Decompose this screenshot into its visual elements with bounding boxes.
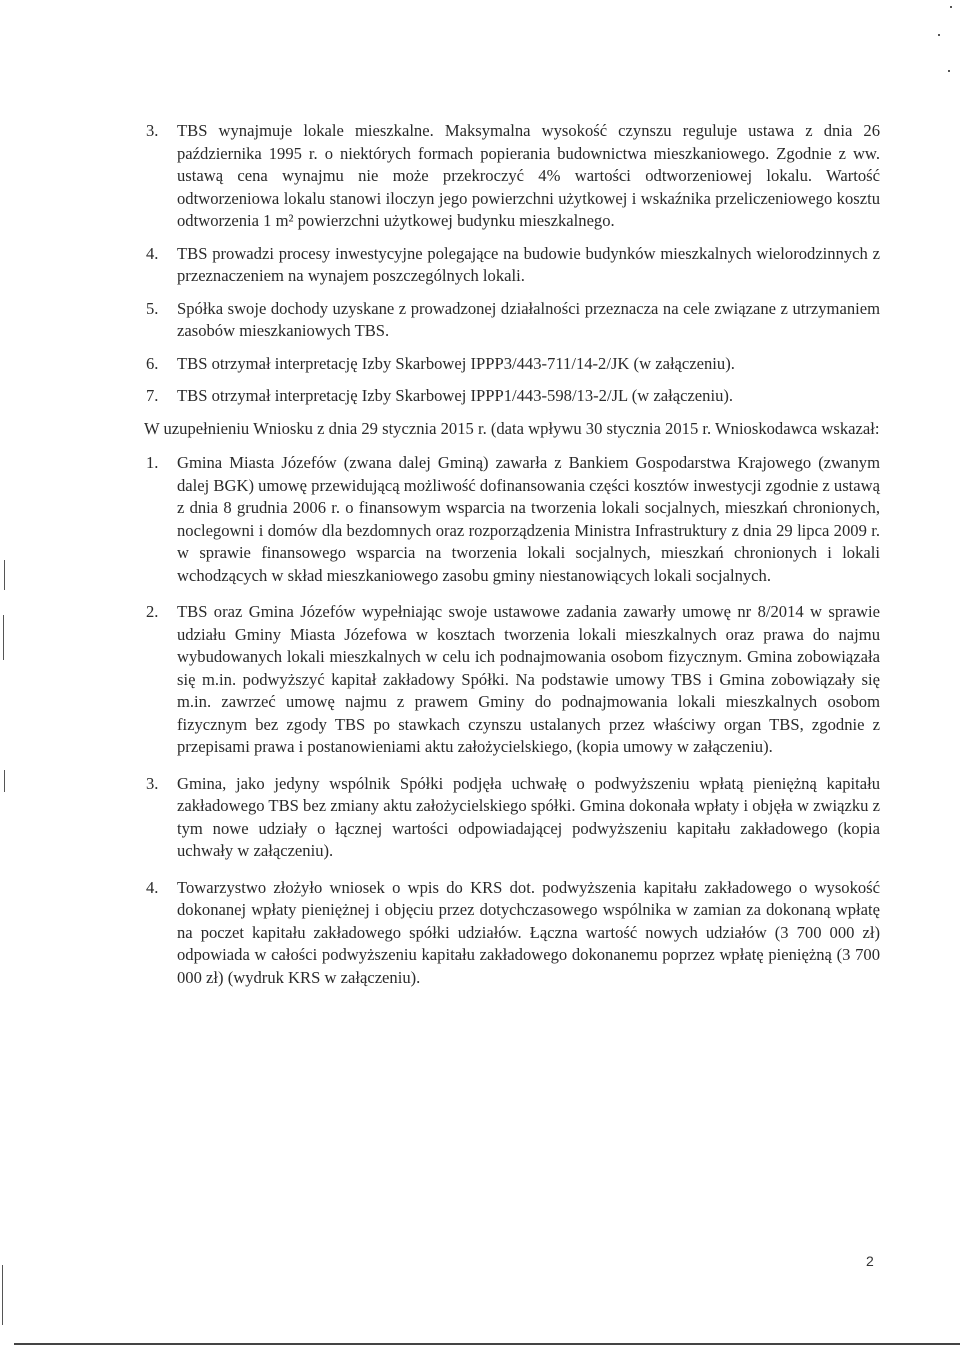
- scan-artifact-mark: [4, 560, 5, 590]
- item-text: Gmina Miasta Józefów (zwana dalej Gminą) zawarła z Bankiem Gospodarstwa Krajowego (zwanym dalej BGK) umowę przewidującą możliwość dofinansowania części kosztów inwestycji zgodnie z ustawą z dnia 8 grudnia 2006 r. o finansowym wsparcia na tworzenia lokali socjalnych, mieszkań chronionych, noclegowni i domów dla bezdomnych oraz rozporządzenia Ministra Infrastruktury z dnia 29 lipca 2009 r. w sprawie finansowego wsparcia na tworzenia lokali socjalnych, mieszkań chronionych i lokali wchodzących w skład mieszkaniowego zasobu gminy niestanowiących lokali socjalnych.: [177, 453, 880, 585]
- list-item: [144, 773, 880, 863]
- list-item: [144, 601, 880, 759]
- facts-list: [144, 120, 880, 408]
- item-number: 7.: [146, 386, 159, 405]
- list-item: [144, 877, 880, 990]
- scan-artifact-mark: [948, 70, 950, 72]
- item-text: TBS otrzymał interpretację Izby Skarbowej IPPP3/443-711/14-2/JK (w załączeniu).: [177, 353, 735, 373]
- scan-artifact-mark: [938, 34, 940, 36]
- list-item: [144, 385, 880, 408]
- item-number: 4.: [146, 243, 159, 263]
- list-item: [144, 298, 880, 343]
- item-text: TBS otrzymał interpretację Izby Skarbowej IPPP1/443-598/13-2/JL (w załączeniu).: [177, 386, 734, 405]
- list-item: [144, 353, 880, 376]
- supplement-list: [144, 452, 880, 989]
- item-number: 3.: [146, 121, 159, 140]
- item-number: 6.: [146, 353, 159, 373]
- scan-edge-line: [14, 1343, 960, 1345]
- scan-artifact-mark: [2, 1265, 3, 1325]
- item-number: 5.: [146, 298, 159, 318]
- item-text: TBS oraz Gmina Józefów wypełniając swoje ustawowe zadania zawarły umowę nr 8/2014 w sprawie udziału Gminy Miasta Józefowa w kosztach tworzenia lokali mieszkalnych oraz prawa do najmu wybudowanych lokali mieszkalnych w celu ich podnajmowania osobom fizycznym. Gmina zobowiązała się m.in. podwyższyć kapitał zakładowy Spółki. Na podstawie umowy TBS i Gmina zobowiązały się m.in. zawrzeć umowę najmu z prawem Gminy do podnajmowania lokali mieszkalnych osobom fizycznym bez zgody TBS po stawkach czynszu ustalanych przez właściwy organ TBS, zgodnie z przepisami prawa i postanowieniami aktu założycielskiego, (kopia umowy w załączeniu).: [177, 602, 880, 756]
- item-number: 4.: [146, 877, 159, 897]
- document-body: [144, 120, 880, 1003]
- scan-artifact-mark: [4, 770, 5, 792]
- item-number: 3.: [146, 773, 159, 793]
- item-number: 1.: [146, 453, 159, 472]
- item-number: 2.: [146, 602, 159, 621]
- item-text: Towarzystwo złożyło wniosek o wpis do KRS dot. podwyższenia kapitału zakładowego o wysokość dokonanej wpłaty pieniężnej i objęciu przez dotychczasowego wspólnika w zamian za dokonaną wpłatę na poczet kapitału zakładowego spółki udziałów. Łączna wartość nowych udziałów (3 700 000 zł) odpowiada w całości podwyższeniu kapitału zakładowego dokonanemu poprzez wpłatę pieniężną (3 700 000 zł) (wydruk KRS w załączeniu).: [177, 877, 880, 987]
- item-text: Spółka swoje dochody uzyskane z prowadzonej działalności przeznacza na cele związane z utrzymaniem zasobów mieszkaniowych TBS.: [177, 298, 880, 340]
- item-text: TBS wynajmuje lokale mieszkalne. Maksymalna wysokość czynszu reguluje ustawa z dnia 26 października 1995 r. o niektórych formach popierania budownictwa mieszkaniowego. Zgodnie z ww. ustawą cena wynajmu nie może przekroczyć 4% wartości odtworzeniowej lokalu. Wartość odtworzeniowa lokalu stanowi iloczyn jego powierzchni użytkowej i wskaźnika przeliczeniowego kosztu odtworzenia 1 m² powierzchni użytkowej budynku mieszkalnego.: [177, 121, 880, 230]
- scan-artifact-mark: [3, 615, 4, 660]
- supplement-intro: W uzupełnieniu Wniosku z dnia 29 stycznia 2015 r. (data wpływu 30 stycznia 2015 r. Wnioskodawca wskazał:: [144, 418, 880, 438]
- list-item: [144, 120, 880, 233]
- list-item: [144, 243, 880, 288]
- item-text: Gmina, jako jedyny wspólnik Spółki podjęła uchwałę o podwyższeniu wpłatą pieniężną kapitału zakładowego TBS bez zmiany aktu założycielskiego spółki. Gmina dokonała wpłaty i objęła w związku z tym nowe udziały o łącznej wartości odpowiadającej podwyższeniu kapitału zakładowego (kopia uchwały w załączeniu).: [177, 773, 880, 860]
- scan-artifact-mark: [950, 6, 952, 8]
- list-item: [144, 452, 880, 587]
- page-number: 2: [866, 1253, 874, 1269]
- item-text: TBS prowadzi procesy inwestycyjne polegające na budowie budynków mieszkalnych wielorodzinnych z przeznaczeniem na wynajem poszczególnych lokali.: [177, 243, 880, 285]
